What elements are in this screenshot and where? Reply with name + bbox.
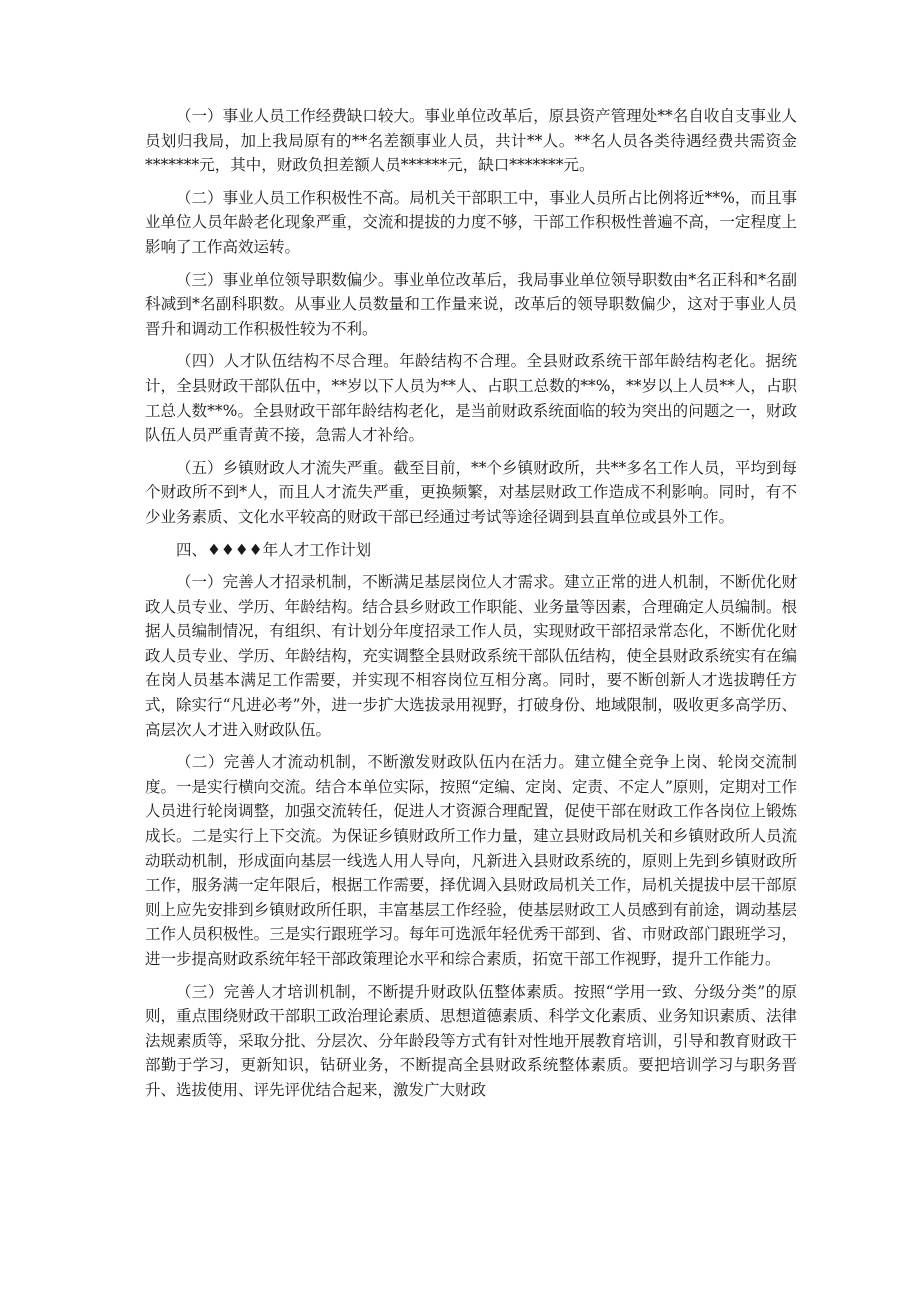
- paragraph-few-leadership-posts: （三）事业单位领导职数偏少。事业单位改革后，我局事业单位领导职数由*名正科和*名副科减到*名副科职数。从事业人员数量和工作量来说，改革后的领导职数偏少，这对于事业人员晋升和调动工作积极性较为不利。: [145, 270, 797, 338]
- document-page: [145, 104, 797, 1111]
- paragraph-training-mechanism: （三）完善人才培训机制，不断提升财政队伍整体素质。按照“学用一致、分级分类”的原则，重点围绕财政干部职工政治理论素质、思想道德素质、科学文化素质、业务知识素质、法律法规素质等，采取分批、分层次、分年龄段等方式有针对性地开展教育培训，引导和教育财政干部勤于学习，更新知识，钻研业务，不断提高全县财政系统整体素质。要把培训学习与职务晋升、选拔使用、评先评优结合起来，激发广大财政: [145, 982, 797, 1099]
- paragraph-recruitment-mechanism: （一）完善人才招录机制，不断满足基层岗位人才需求。建立正常的进人机制，不断优化财政人员专业、学历、年龄结构。结合县乡财政工作职能、业务量等因素，合理确定人员编制。根据人员编制情况，有组织、有计划分年度招录工作人员，实现财政干部招录常态化，不断优化财政人员专业、学历、年龄结构，充实调整全县财政系统干部队伍结构，使全县财政系统实有在编在岗人员基本满足工作需要，并实现不相容岗位互相分离。同时，要不断创新人才选拔聘任方式，除实行“凡进必考”外，进一步扩大选拔录用视野，打破身份、地域限制，吸收更多高学历、高层次人才进入财政队伍。: [145, 573, 797, 739]
- paragraph-talent-structure: （四）人才队伍结构不尽合理。年龄结构不合理。全县财政系统干部年龄结构老化。据统计，全县财政干部队伍中，**岁以下人员为**人、占职工总数的**%，**岁以上人员**人，占职工总人数**%。全县财政干部年龄结构老化，是当前财政系统面临的较为突出的问题之一，财政队伍人员严重青黄不接，急需人才补给。: [145, 352, 797, 445]
- paragraph-low-motivation: （二）事业人员工作积极性不高。局机关干部职工中，事业人员所占比例将近**%，而且事业单位人员年龄老化现象严重，交流和提拔的力度不够，干部工作积极性普遍不高，一定程度上影响了工作高效运转。: [145, 188, 797, 256]
- section-heading-talent-plan: 四、♦♦♦♦年人才工作计划: [176, 540, 372, 559]
- paragraph-township-talent-loss: （五）乡镇财政人才流失严重。截至目前，**个乡镇财政所，共**多名工作人员，平均到每个财政所不到*人，而且人才流失严重，更换频繁，对基层财政工作造成不利影响。同时，有不少业务素质、文化水平较高的财政干部已经通过考试等途径调到县直单位或县外工作。: [145, 458, 797, 526]
- paragraph-funding-gap: （一）事业人员工作经费缺口较大。事业单位改革后，原县资产管理处**名自收自支事业人员划归我局，加上我局原有的**名差额事业人员，共计**人。**名人员各类待遇经费共需资金*******元，其中，财政负担差额人员******元，缺口*******元。: [145, 107, 797, 175]
- paragraph-mobility-mechanism: （二）完善人才流动机制，不断激发财政队伍内在活力。建立健全竞争上岗、轮岗交流制度。一是实行横向交流。结合本单位实际，按照“定编、定岗、定责、不定人”原则，定期对工作人员进行轮岗调整，加强交流转任，促进人才资源合理配置，促使干部在财政工作各岗位上锻炼成长。二是实行上下交流。为保证乡镇财政所工作力量，建立县财政局机关和乡镇财政所人员流动联动机制，形成面向基层一线选人用人导向，凡新进入县财政系统的，原则上先到乡镇财政所工作，服务满一定年限后，根据工作需要，择优调入县财政局机关工作，局机关提拔中层干部原则上应先安排到乡镇财政所任职，丰富基层工作经验，使基层财政工人员感到有前途，调动基层工作人员积极性。三是实行跟班学习。每年可选派年轻优秀干部到、省、市财政部门跟班学习，进一步提高财政系统年轻干部政策理论水平和综合素质，拓宽干部工作视野，提升工作能力。: [145, 753, 797, 968]
